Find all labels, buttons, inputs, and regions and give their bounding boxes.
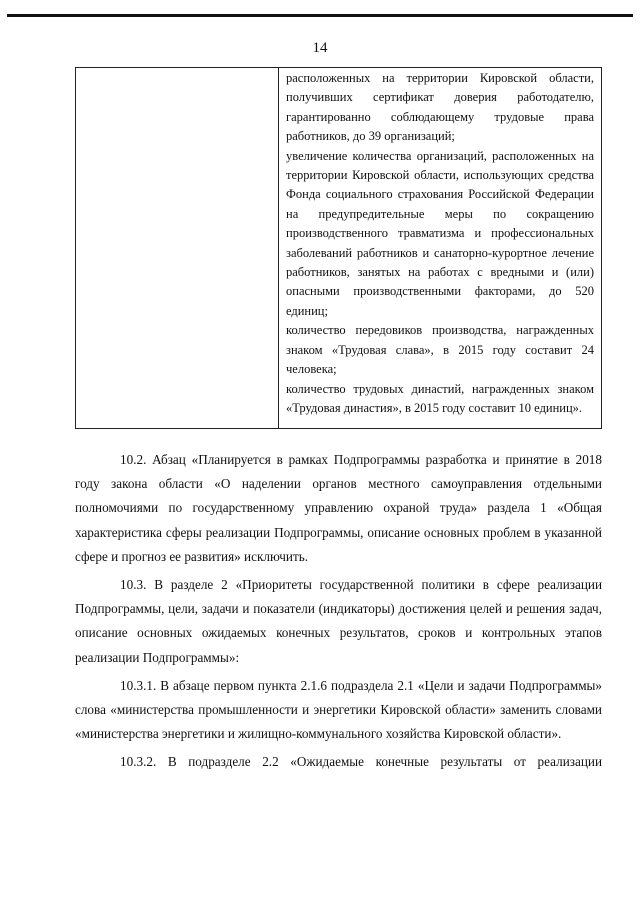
page-number: 14	[312, 40, 328, 56]
paragraph-10-3-1: 10.3.1. В абзаце первом пункта 2.1.6 подраздела 2.1 «Цели и задачи Подпрограммы» слова «министерства промышленности и энергетики Кировской области» заменить словами «министерства энергетики и жилищно-коммунального хозяйства Кировской области».	[75, 677, 602, 742]
table-cell-targets	[286, 69, 594, 418]
paragraph-10-3-2: 10.3.2. В подразделе 2.2 «Ожидаемые конечные результаты от реализации	[120, 754, 602, 770]
header-rule	[7, 14, 633, 17]
table-cell-paragraph: увеличение количества организаций, расположенных на территории Кировской области, использующих средства Фонда социального страхования Российской Федерации на предупредительные меры по сокращению производственного травматизма и профессиональных заболеваний работников и санаторно-курортное лечение работников, занятых на работах с вредными и (или) опасными производственными факторами, до 520 единиц;	[286, 148, 594, 318]
table-cell-paragraph: количество трудовых династий, награжденных знаком «Трудовая династия», в 2015 году составит 10 единиц».	[286, 381, 594, 415]
table-column-divider	[278, 68, 279, 428]
document-body	[75, 448, 602, 775]
table-cell-paragraph: количество передовиков производства, награжденных знаком «Трудовая слава», в 2015 году составит 24 человека;	[286, 323, 594, 377]
paragraph-10-3: 10.3. В разделе 2 «Приоритеты государственной политики в сфере реализации Подпрограммы, цели, задачи и показатели (индикаторы) достижения целей и решения задач, описание основных ожидаемых конечных результатов, сроков и контрольных этапов реализации Подпрограммы»:	[75, 577, 602, 665]
document-table	[75, 67, 602, 429]
table-cell-paragraph: расположенных на территории Кировской области, получивших сертификат доверия работодателю, гарантированно соблюдающему трудовые права работников, до 39 организаций;	[286, 71, 594, 144]
paragraph-10-2: 10.2. Абзац «Планируется в рамках Подпрограммы разработка и принятие в 2018 году закона области «О наделении органов местного самоуправления отдельными полномочиями по государственному управлению охраной труда» раздела 1 «Общая характеристика сферы реализации Подпрограммы, описание основных проблем в указанной сфере и прогноз ее развития» исключить.	[75, 452, 602, 564]
